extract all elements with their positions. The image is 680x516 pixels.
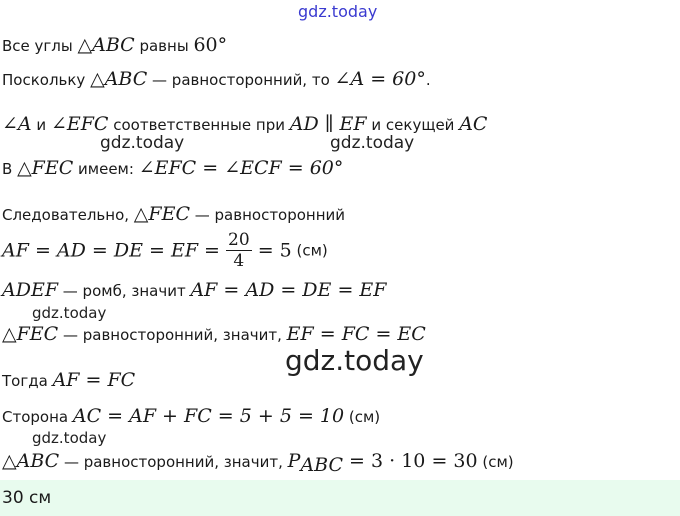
math: ∠A = 60°: [334, 68, 426, 90]
math: AF = AD = DE = EF =: [2, 239, 227, 262]
math: △ABC: [90, 68, 148, 90]
math: P: [287, 450, 301, 472]
text: (см): [344, 408, 381, 426]
math: = 5: [251, 239, 292, 262]
text: Все углы: [2, 37, 78, 55]
answer-box: [0, 480, 680, 516]
text: соответственные при: [108, 116, 290, 134]
math: △ABC: [77, 34, 135, 56]
text: и секущей: [366, 116, 460, 134]
line-equilateral-abc: [2, 68, 431, 90]
fraction-numerator: 20: [228, 230, 250, 250]
math: ∠A: [2, 113, 32, 135]
watermark-2: gdz.today: [330, 133, 415, 153]
math: ADEF: [2, 279, 59, 301]
text: — равносторонний: [190, 206, 346, 224]
text: имеем:: [73, 160, 139, 178]
math: △ABC: [2, 450, 60, 472]
line-corresponding-angles: [2, 113, 487, 135]
text: В: [2, 160, 18, 178]
math: △FEC: [17, 157, 74, 179]
math: 60°: [193, 34, 228, 56]
answer-text: 30 см: [2, 488, 52, 508]
text: равны: [134, 37, 194, 55]
math: AC: [459, 113, 488, 135]
text: — равносторонний, значит,: [59, 453, 288, 471]
math: △FEC: [133, 203, 190, 225]
watermark-large: gdz.today: [285, 344, 424, 377]
text: (см): [477, 453, 514, 471]
watermark-1: gdz.today: [100, 133, 185, 153]
line-ac-side: [2, 405, 380, 427]
math: = 3 · 10 = 30: [343, 450, 478, 472]
math: EF = FC = EC: [286, 323, 426, 345]
text: Следовательно,: [2, 206, 134, 224]
line-angles-60: [2, 34, 227, 56]
text: Поскольку: [2, 71, 91, 89]
text: — равносторонний, значит,: [58, 326, 287, 344]
text: Тогда: [2, 372, 53, 390]
watermark-3: gdz.today: [32, 304, 107, 322]
text: (см): [291, 241, 328, 260]
line-fec-sides: [2, 323, 426, 345]
math-subscript: ABC: [300, 454, 344, 476]
text: .: [425, 71, 431, 89]
line-af-fc: [2, 369, 135, 391]
math: ∠EFC: [50, 113, 109, 135]
fraction-denominator: 4: [233, 251, 245, 271]
text: и: [31, 116, 51, 134]
math: AF = FC: [52, 369, 136, 391]
math: AC = AF + FC = 5 + 5 = 10: [72, 405, 345, 427]
line-fec-equilateral: [2, 203, 345, 225]
watermark-top: gdz.today: [298, 2, 378, 21]
math: AF = AD = DE = EF: [190, 279, 387, 301]
line-rhombus: [2, 279, 386, 301]
line-fec-angles: [2, 157, 343, 179]
text: — ромб, значит: [58, 282, 191, 300]
line-side-computation: [2, 230, 328, 271]
line-perimeter: [2, 450, 514, 476]
math: AD ∥ EF: [289, 113, 367, 135]
text: — равносторонний, то: [147, 71, 335, 89]
math: ∠EFC = ∠ECF = 60°: [138, 157, 344, 179]
text: Сторона: [2, 408, 73, 426]
watermark-5: gdz.today: [32, 429, 107, 447]
math: △FEC: [2, 323, 59, 345]
fraction: [226, 230, 252, 271]
